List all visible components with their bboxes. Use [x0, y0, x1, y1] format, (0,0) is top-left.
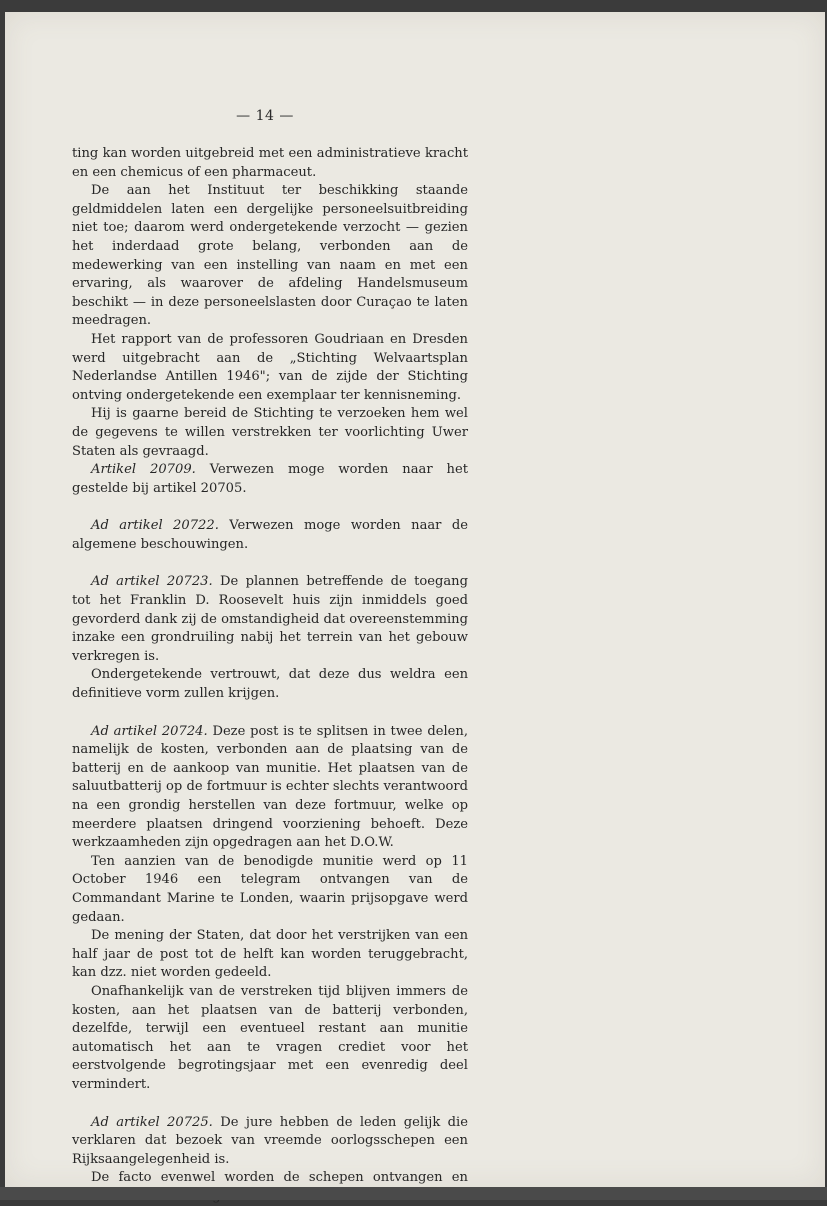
article-label: Ad artikel 20723.: [91, 574, 213, 590]
paragraph: De facto evenwel worden de schepen ontvangen en: [91, 1170, 468, 1186]
article-label: Ad artikel 20725.: [91, 1114, 213, 1130]
body-text: [72, 145, 468, 1206]
document-page: [5, 12, 825, 1187]
paragraph: Ad artikel 20723. De plannen betreffende de toegang tot het Franklin D. Roosevelt huis zijn inmiddels goed gevorderd dank zij de omstandigheid dat overeenstemming inzake een grondruiling nabij het terrein van het gebouw verkregen is.: [72, 574, 468, 664]
article-label: Ad artikel 20724.: [91, 723, 208, 739]
paragraph: Artikel 20709. Verwezen moge worden naar het gestelde bij artikel 20705.: [72, 462, 468, 496]
paragraph: Ad artikel 20722. Verwezen moge worden naar de algemene beschouwingen.: [72, 518, 468, 552]
paragraph: ting kan worden uitgebreid met een administratieve kracht en een chemicus of een pharmaceut.: [72, 146, 468, 180]
article-label: Artikel 20709.: [91, 462, 196, 478]
page-number: — 14 —: [236, 108, 294, 124]
article-label: Ad artikel 20722.: [91, 518, 219, 534]
paragraph: Ten aanzien van de benodigde munitie werd op 11 October 1946 een telegram ontvangen van de Commandant Marine te Londen, waarin prijsopgave werd gedaan.: [72, 853, 468, 925]
paragraph: De aan het Instituut ter beschikking staande geldmiddelen laten een dergelijke personeelsuitbreiding niet toe; daarom werd ondergetekende verzocht — gezien het inderdaad grote belang, verbonden aan de medewerking van een instelling van naam en met een ervaring, als waarover de afdeling Handelsmuseum beschikt — in deze personeelslasten door Curaçao te laten meedragen.: [72, 183, 468, 329]
paragraph: Hij is gaarne bereid de Stichting te verzoeken hem wel de gegevens te willen verstrekken ter voorlichting Uwer Staten als gevraagd.: [72, 406, 468, 459]
scan-bottom-edge: [0, 1187, 827, 1200]
paragraph: De mening der Staten, dat door het verstrijken van een half jaar de post tot de helft kan worden teruggebracht, kan dzz. niet worden gedeeld.: [72, 928, 468, 981]
paragraph: Onafhankelijk van de verstreken tijd blijven immers de kosten, aan het plaatsen van de batterij verbonden, dezelfde, terwijl een eventueel restant aan munitie automatisch het aan te vragen crediet voor het eerstvolgende begrotingsjaar met een evenredig deel vermindert.: [72, 983, 468, 1092]
paragraph: Ad artikel 20724. Deze post is te splitsen in twee delen, namelijk de kosten, verbonden aan de plaatsing van de batterij en de aankoop van munitie. Het plaatsen van de saluutbatterij op de fortmuur is echter slechts verantwoord na een grondig herstellen van deze fortmuur, welke op meerdere plaatsen dringend voorziening behoeft. Deze werkzaamheden zijn opgedragen aan het D.O.W.: [72, 723, 468, 851]
paragraph: Het rapport van de professoren Goudriaan en Dresden werd uitgebracht aan de „Stichting Welvaartsplan Nederlandse Antillen 1946"; van de zijde der Stichting ontving ondergetekende een exemplaar ter kennisneming.: [72, 331, 468, 403]
paragraph: Ad artikel 20725. De jure hebben de leden gelijk die verklaren dat bezoek van vreemde oorlogsschepen een Rijksaangelegenheid is.: [72, 1114, 468, 1167]
paragraph: Ondergetekende vertrouwt, dat deze dus weldra een definitieve vorm zullen krijgen.: [72, 667, 468, 702]
